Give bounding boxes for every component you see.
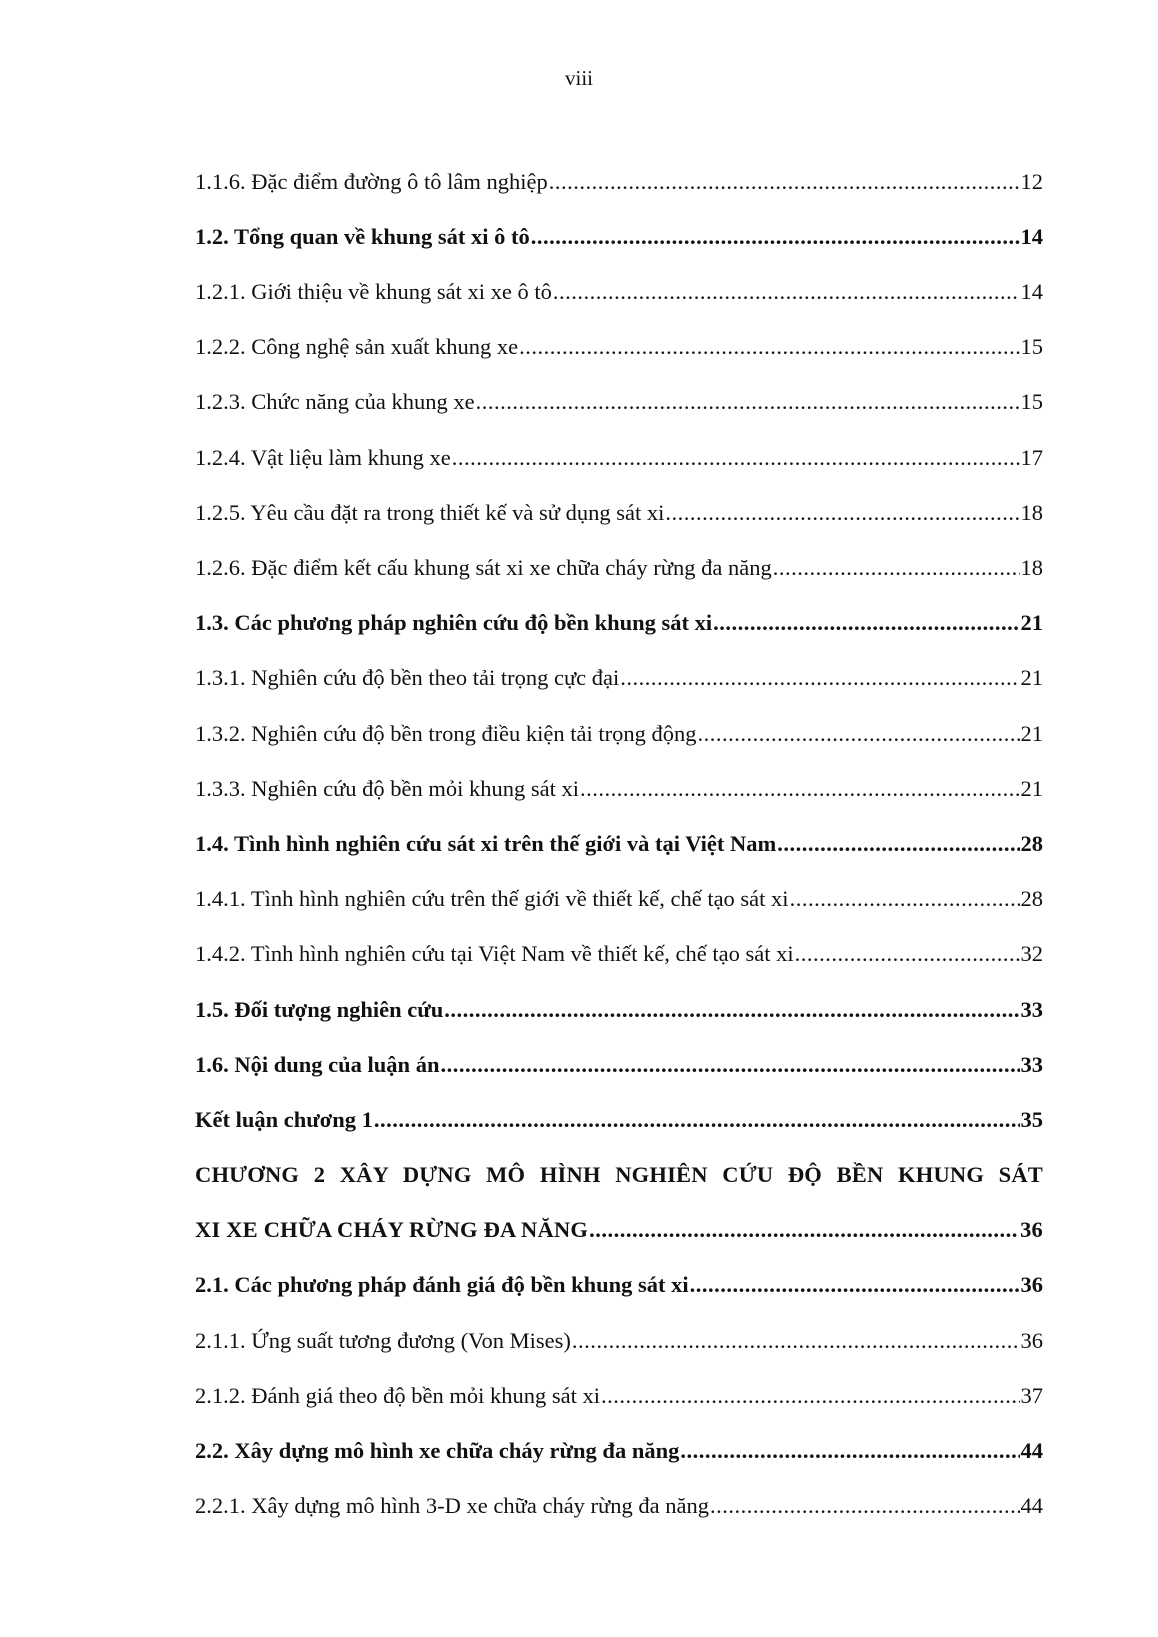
toc-entry-page-number: 44 — [1020, 1493, 1043, 1519]
toc-entry-title: 1.3.3. Nghiên cứu độ bền mỏi khung sát xi — [195, 775, 580, 801]
toc-entry-title: 1.3.2. Nghiên cứu độ bền trong điều kiện tải trọng động — [195, 720, 697, 746]
page-number: viii — [564, 66, 593, 90]
chapter-2-page-number: 36 — [1020, 1217, 1043, 1243]
dot-leader — [795, 943, 1020, 966]
toc-entry-page-number: 18 — [1020, 555, 1043, 580]
toc-entry-page-number: 37 — [1020, 1382, 1043, 1408]
dot-leader — [519, 336, 1019, 359]
toc-entry[interactable] — [195, 1407, 1043, 1462]
dot-leader — [697, 723, 1019, 746]
toc-entry-page-number: 28 — [1020, 830, 1043, 856]
dot-leader — [773, 557, 1020, 580]
toc-entry[interactable] — [195, 911, 1043, 966]
toc-entry-page-number: 21 — [1020, 720, 1043, 746]
dot-leader — [601, 1385, 1020, 1408]
toc-entry-title: 1.5. Đối tượng nghiên cứu — [195, 996, 444, 1022]
toc-entry[interactable] — [195, 966, 1043, 1021]
toc-entry[interactable] — [195, 414, 1043, 469]
toc-section-chapter2 — [195, 1242, 1043, 1518]
toc-entry-page-number: 32 — [1020, 941, 1043, 967]
dot-leader — [710, 1495, 1020, 1518]
toc-entry-title: 1.2.4. Vật liệu làm khung xe — [195, 444, 451, 470]
dot-leader — [690, 1274, 1020, 1297]
dot-leader — [452, 447, 1020, 470]
toc-entry[interactable] — [195, 1297, 1043, 1352]
dot-leader — [572, 1330, 1020, 1353]
toc-entry-title: 1.2. Tổng quan về khung sát xi ô tô — [195, 223, 530, 249]
dot-leader — [444, 999, 1019, 1022]
toc-entry-title: 2.2. Xây dựng mô hình xe chữa cháy rừng đa năng — [195, 1438, 680, 1463]
dot-leader — [440, 1054, 1019, 1077]
toc-entry[interactable] — [195, 1352, 1043, 1407]
toc-entry-title: 1.3.1. Nghiên cứu độ bền theo tải trọng cực đại — [195, 665, 620, 691]
dot-leader — [374, 1109, 1020, 1132]
toc-entry-title: Kết luận chương 1 — [195, 1106, 373, 1132]
toc-entry-title: 2.1.1. Ứng suất tương đương (Von Mises) — [195, 1327, 571, 1353]
toc-entry-page-number: 35 — [1020, 1106, 1043, 1132]
toc-entry[interactable] — [195, 304, 1043, 359]
toc-entry[interactable] — [195, 745, 1043, 800]
toc-entry[interactable] — [195, 1463, 1043, 1518]
dot-leader — [620, 667, 1019, 690]
toc-entry-page-number: 18 — [1020, 499, 1043, 525]
toc-entry-page-number: 21 — [1020, 610, 1043, 636]
toc-entry[interactable] — [195, 800, 1043, 855]
toc-entry[interactable] — [195, 855, 1043, 910]
toc-entry-title: 1.2.5. Yêu cầu đặt ra trong thiết kế và sử dụng sát xi — [195, 499, 665, 525]
toc-entry-page-number: 36 — [1020, 1327, 1043, 1353]
toc-entry[interactable] — [195, 138, 1043, 193]
toc-entry-page-number: 36 — [1020, 1272, 1043, 1298]
toc-entry-title: 1.4.2. Tình hình nghiên cứu tại Việt Nam về thiết kế, chế tạo sát xi — [195, 941, 794, 967]
toc-entry-page-number: 33 — [1020, 996, 1043, 1022]
toc-entry[interactable] — [195, 248, 1043, 303]
dot-leader — [549, 171, 1020, 194]
toc-entry[interactable] — [195, 635, 1043, 690]
toc-entry-title: 1.6. Nội dung của luận án — [195, 1051, 440, 1077]
dot-leader — [665, 502, 1019, 525]
toc-entry-title: 1.3. Các phương pháp nghiên cứu độ bền khung sát xi — [195, 610, 713, 636]
toc-entry-title: 1.2.2. Công nghệ sản xuất khung xe — [195, 334, 519, 360]
toc-entry[interactable] — [195, 690, 1043, 745]
toc-entry-title: 1.2.1. Giới thiệu về khung sát xi xe ô tô — [195, 279, 552, 305]
toc-entry-page-number: 17 — [1020, 444, 1043, 470]
chapter-2-title-line1: CHƯƠNG 2 XÂY DỰNG MÔ HÌNH NGHIÊN CỨU ĐỘ BỀN KHUNG SÁT — [195, 1162, 1043, 1188]
toc-entry[interactable] — [195, 193, 1043, 248]
toc-entry-page-number: 21 — [1020, 775, 1043, 801]
chapter-2-title-line2-entry — [195, 1187, 1043, 1242]
toc-entry-title: 1.1.6. Đặc điểm đường ô tô lâm nghiệp — [195, 168, 548, 194]
dot-leader — [777, 833, 1019, 856]
toc-entry[interactable] — [195, 1076, 1043, 1131]
toc-entry-page-number: 15 — [1020, 389, 1043, 415]
toc-entry[interactable] — [195, 469, 1043, 524]
toc-entry-title: 1.2.6. Đặc điểm kết cấu khung sát xi xe chữa cháy rừng đa năng — [195, 555, 772, 580]
toc-section-chapter1 — [195, 138, 1043, 1131]
toc-entry-page-number: 33 — [1020, 1051, 1043, 1077]
toc-entry-page-number: 28 — [1020, 886, 1043, 912]
toc-entry[interactable] — [195, 1021, 1043, 1076]
dot-leader — [589, 1219, 1019, 1242]
dot-leader — [531, 226, 1020, 249]
toc-entry-page-number: 44 — [1020, 1438, 1043, 1463]
toc-entry-title: 1.2.3. Chức năng của khung xe — [195, 389, 475, 415]
toc-entry-title: 1.4. Tình hình nghiên cứu sát xi trên thế giới và tại Việt Nam — [195, 830, 777, 856]
toc-entry[interactable] — [195, 524, 1043, 579]
dot-leader — [713, 612, 1019, 635]
toc-entry-page-number: 21 — [1020, 665, 1043, 691]
dot-leader — [680, 1440, 1019, 1463]
toc-entry-page-number: 12 — [1020, 168, 1043, 194]
chapter-2-title-line2: XI XE CHỮA CHÁY RỪNG ĐA NĂNG — [195, 1217, 589, 1243]
dot-leader — [553, 281, 1020, 304]
toc-entry[interactable] — [195, 359, 1043, 414]
toc-entry-title: 1.4.1. Tình hình nghiên cứu trên thế giới về thiết kế, chế tạo sát xi — [195, 886, 789, 912]
toc-entry-title: 2.1. Các phương pháp đánh giá độ bền khung sát xi — [195, 1272, 689, 1298]
dot-leader — [790, 888, 1020, 911]
table-of-contents — [195, 138, 1043, 1518]
toc-entry-page-number: 14 — [1020, 279, 1043, 305]
toc-entry-page-number: 15 — [1020, 334, 1043, 360]
dot-leader — [476, 391, 1020, 414]
dot-leader — [580, 778, 1019, 801]
chapter-2-heading[interactable] — [195, 1131, 1043, 1241]
toc-entry[interactable] — [195, 1242, 1043, 1297]
toc-entry-page-number: 14 — [1020, 223, 1043, 249]
toc-entry-title: 2.1.2. Đánh giá theo độ bền mỏi khung sát xi — [195, 1382, 600, 1408]
toc-entry[interactable] — [195, 580, 1043, 635]
toc-entry-title: 2.2.1. Xây dựng mô hình 3-D xe chữa cháy rừng đa năng — [195, 1493, 709, 1519]
